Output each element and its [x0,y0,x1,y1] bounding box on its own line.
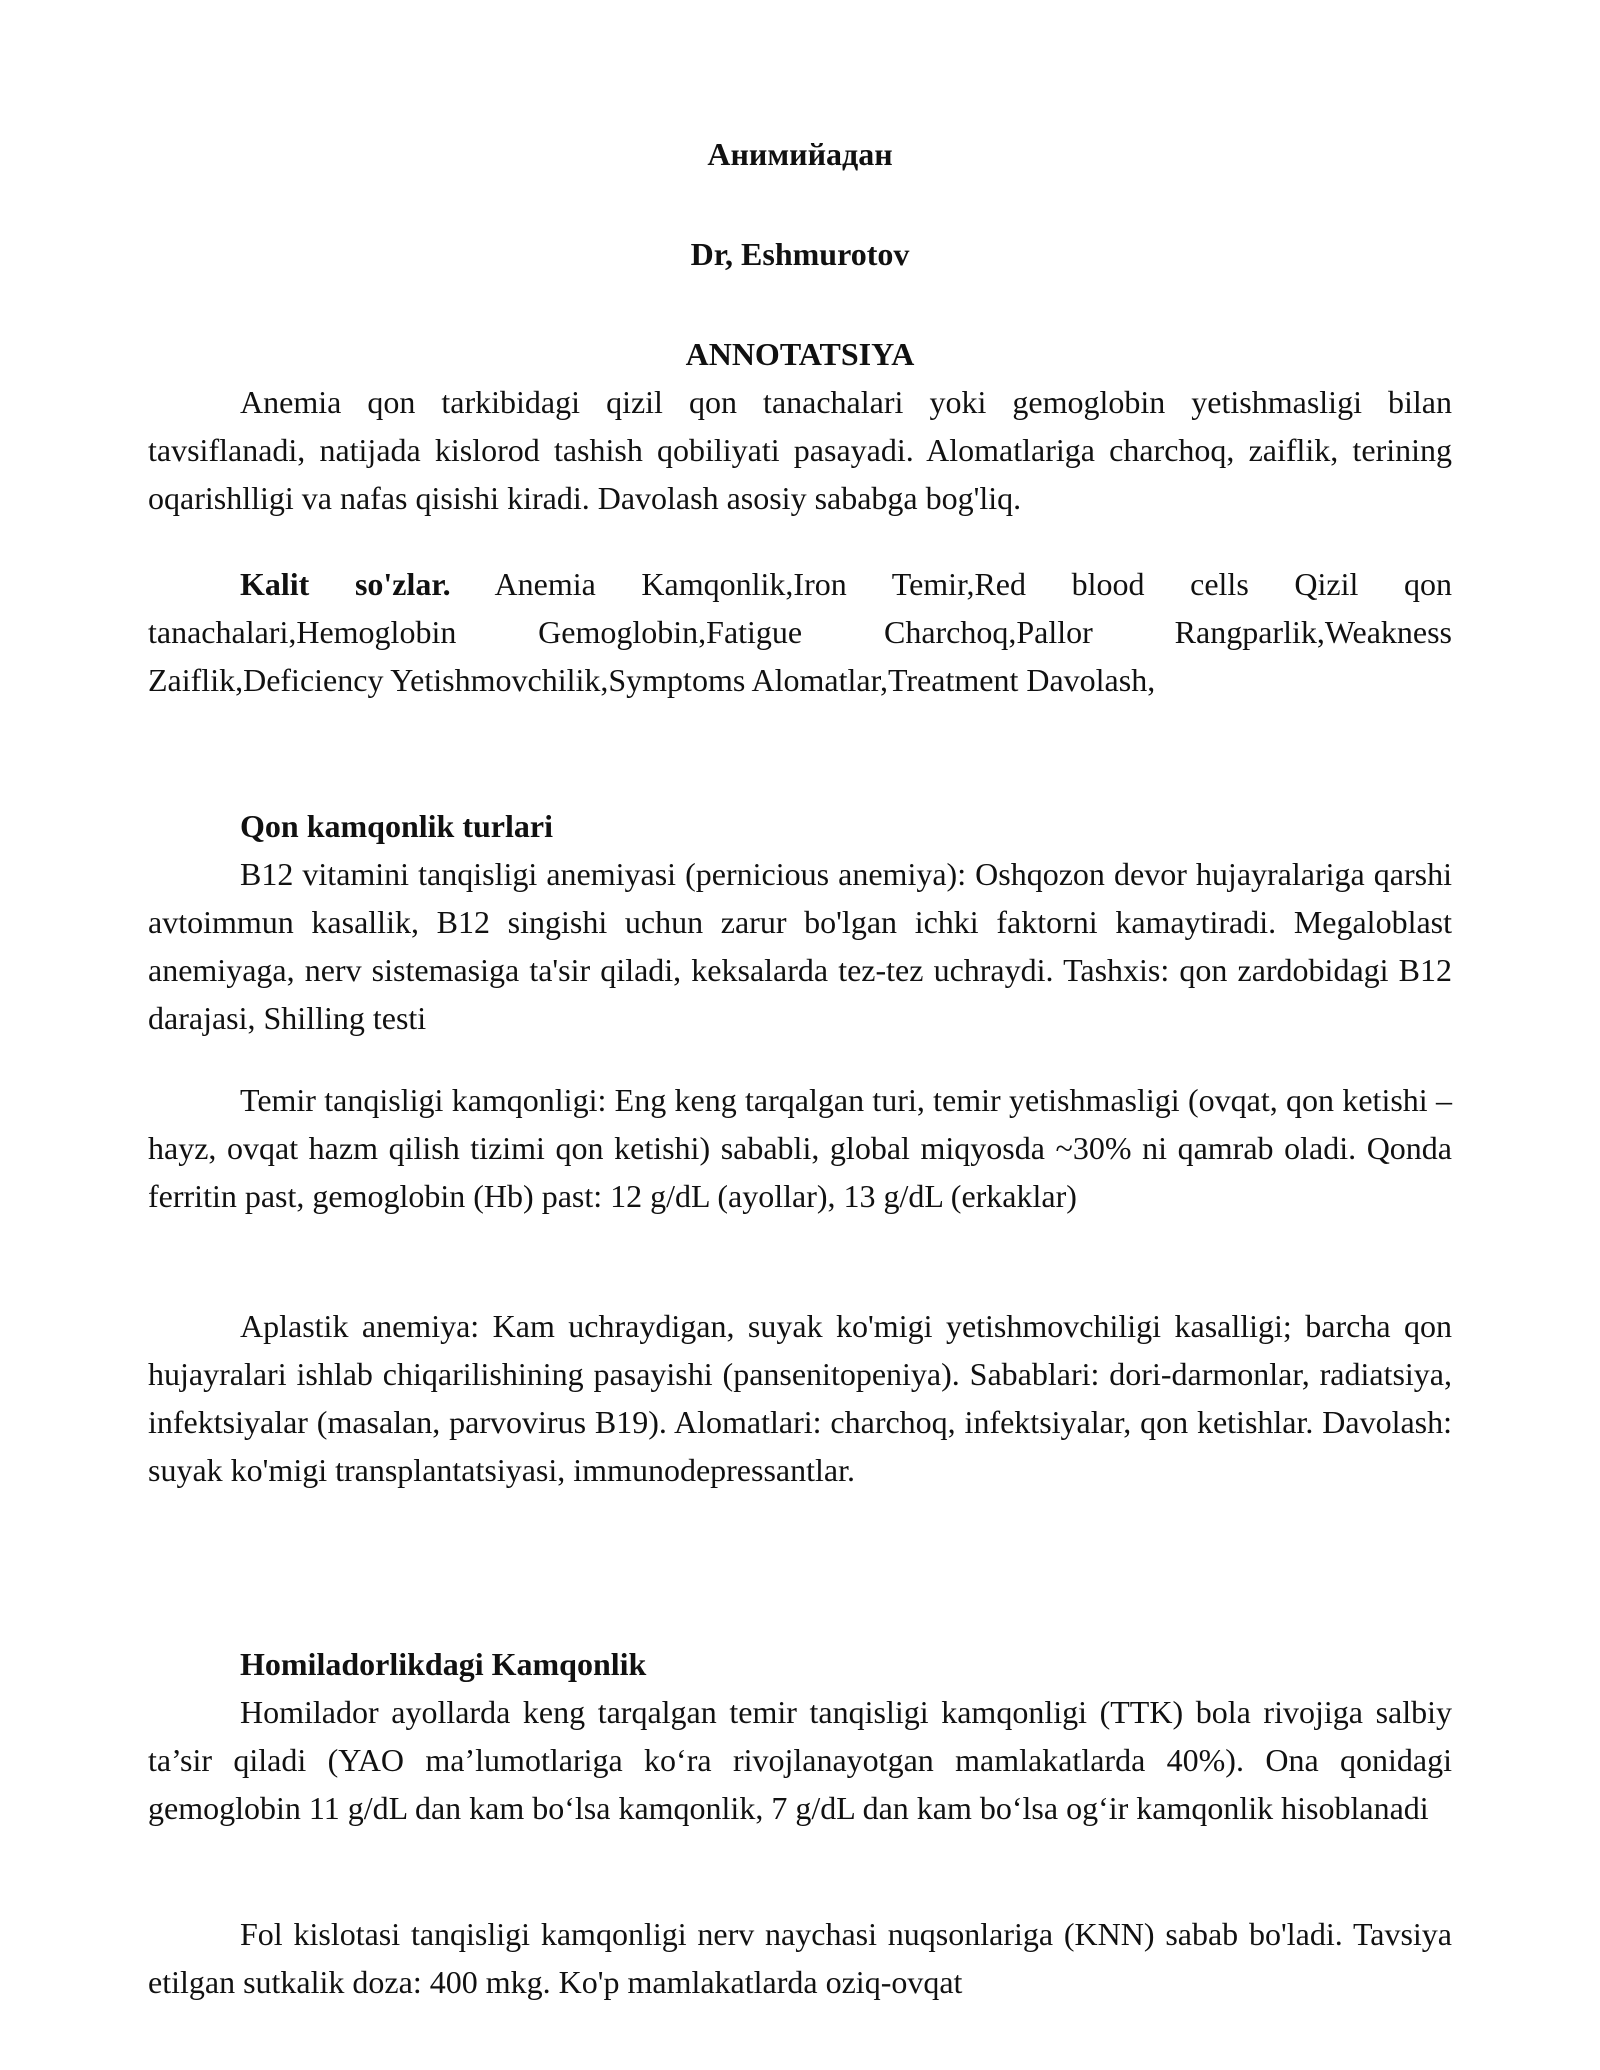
keywords-list: Anemia Kamqonlik,Iron Temir,Red blood cells Qizil qon tanachalari,Hemoglobin Gemoglobin,Fatigue Charchoq,Pallor Rangparlik,Weakness Zaiflik,Deficiency Yetishmovchilik,Symptoms Alomatlar,Treatment Davolash, [148,566,1453,698]
section-heading-anemia-types: Qon kamqonlik turlari [240,808,553,844]
paragraph-folic-acid: Fol kislotasi tanqisligi kamqonligi nerv naychasi nuqsonlariga (KNN) sabab bo'ladi. Tavsiya etilgan sutkalik doza: 400 mkg. Ko'p mamlakatlarda oziq-ovqat [148,1916,1452,2000]
keywords-label: Kalit so'zlar. [240,566,451,602]
author-name: Dr, Eshmurotov [690,236,910,272]
paragraph-aplastic-anemia: Aplastik anemiya: Kam uchraydigan, suyak ko'migi yetishmovchiligi kasalligi; barcha qon hujayralari ishlab chiqarilishining pasayishi (pansenitopeniya). Sabablari: dori-darmonlar, radiatsiya, infektsiyalar (masalan, parvovirus B19). Alomatlari: charchoq, infektsiyalar, qon ketishlar. Davolash: suyak ko'migi transplantatsiyasi, immunodepressantlar. [148,1308,1452,1488]
abstract-heading: ANNOTATSIYA [685,336,915,372]
paragraph-pregnancy-iron: Homilador ayollarda keng tarqalgan temir tanqisligi kamqonligi (TTK) bola rivojiga salbiy ta’sir qiladi (YAO ma’lumotlariga ko‘ra rivojlanayotgan mamlakatlarda 40%). Ona qonidagi gemoglobin 11 g/dL dan kam bo‘lsa kamqonlik, 7 g/dL dan kam bo‘lsa og‘ir kamqonlik hisoblanadi [148,1694,1452,1826]
section-heading-pregnancy-anemia: Homiladorlikdagi Kamqonlik [240,1646,647,1682]
document-title: Анимийадан [707,136,893,172]
keywords-paragraph [148,560,1452,704]
paragraph-b12-anemia: B12 vitamini tanqisligi anemiyasi (pernicious anemiya): Oshqozon devor hujayralariga qarshi avtoimmun kasallik, B12 singishi uchun zarur bo'lgan ichki faktorni kamaytiradi. Megaloblast anemiyaga, nerv sistemasiga ta'sir qiladi, keksalarda tez-tez uchraydi. Tashxis: qon zardobidagi B12 darajasi, Shilling testi [148,856,1452,1036]
paragraph-iron-deficiency: Temir tanqisligi kamqonligi: Eng keng tarqalgan turi, temir yetishmasligi (ovqat, qon ketishi – hayz, ovqat hazm qilish tizimi qon ketishi) sababli, global miqyosda ~30% ni qamrab oladi. Qonda ferritin past, gemoglobin (Hb) past: 12 g/dL (ayollar), 13 g/dL (erkaklar) [148,1082,1452,1214]
abstract-paragraph: Anemia qon tarkibidagi qizil qon tanachalari yoki gemoglobin yetishmasligi bilan tavsiflanadi, natijada kislorod tashish qobiliyati pasayadi. Alomatlariga charchoq, zaiflik, terining oqarishlligi va nafas qisishi kiradi. Davolash asosiy sababga bog'liq. [148,384,1452,516]
